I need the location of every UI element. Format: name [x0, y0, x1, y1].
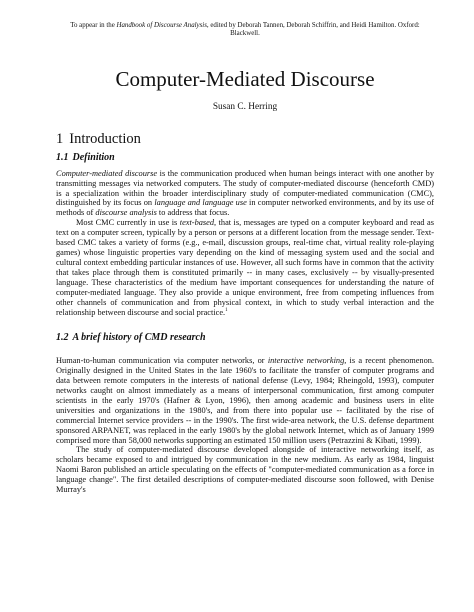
footnote-marker[interactable]: 1: [225, 308, 228, 314]
publication-note-book: Handbook of Discourse Analysis: [116, 22, 207, 29]
term-interactive-networking: interactive networking: [267, 355, 345, 365]
subsection-number: 1.1: [56, 151, 69, 163]
publication-note: [56, 22, 434, 39]
subsection-heading-history: [56, 332, 434, 344]
paragraph-history: [56, 356, 434, 446]
paragraph-text: to address that focus.: [156, 208, 230, 218]
paragraph-text: Most CMC currently in use is: [76, 218, 180, 228]
paragraph-definition: [56, 169, 434, 219]
term-language-use: language and language use: [154, 198, 247, 208]
author-name: Susan C. Herring: [212, 101, 278, 112]
subsection-heading-definition: [56, 152, 434, 164]
subsection-title: Definition: [72, 151, 115, 163]
section-number: 1: [56, 130, 64, 147]
section-heading-introduction: [56, 131, 434, 148]
term-discourse-analysis: discourse analysis: [95, 208, 157, 218]
paragraph-text: , that is, messages are typed on a computer keyboard and read as text on a computer screen, typically by a person or persons at a different location from the message sender. Text-based CMC takes a variety of forms (e.g., e-mail, discussion groups, real-time chat, virtual reality role-playing games) whose linguistic properties vary depending on the kind of messaging system used and the social and cultural context embedding particular instances of use. However, all such forms have in common that the activity that takes place through them is constituted primarily -- in many cases, exclusively -- by visually-presented language. These characteristics of the medium have important consequences for understanding the nature of computer-mediated language. They also provide a unique environment, free from competing influences from other channels of communication and from physical context, in which to study verbal interaction and the relationship between discourse and social practice.: [56, 218, 434, 317]
publication-note-prefix: To appear in the: [70, 22, 117, 29]
paragraph-cmd-study: The study of computer-mediated discourse developed alongside of interactive networking itself, as scholars became exposed to and intrigued by communication in the new medium. As early as 1984, linguist Naomi Baron published an article speculating on the effects of "computer-mediated communication as a force in language change". The first detailed descriptions of computer-mediated discourse soon followed, with Denise Murray's: [56, 445, 434, 495]
document-title: Computer-Mediated Discourse: [115, 66, 375, 91]
paragraph-text: in computer networked environments, and by its use of methods of: [56, 198, 435, 218]
term-text-based: text-based: [179, 218, 215, 228]
paragraph-text: Human-to-human communication via computer networks, or: [56, 355, 268, 365]
subsection-title: A brief history of CMD research: [72, 331, 206, 343]
paragraph-text-based-cmc: [56, 218, 434, 318]
paragraph-text: , is a recent phenomenon. Originally designed in the United States in the late 1960's to facilitate the transfer of computer programs and data between remote computers in the interests of national defense (Levy, 1984; Rheingold, 1993), computer networks caught on almost immediately as a means of interpersonal communication, first among computer scientists in the early 1970's (Hafner & Lyon, 1996), then among academic and business users in elite universities and organizations in the 1980's, and from there into popular use -- facilitated by the rise of commercial Internet service providers -- in the 1990's. The first wide-area network, the U.S. defense department sponsored ARPANET, was replaced in the early 1980's by the global network Internet, which as of January 1999 comprised more than 58,000 networks supporting an estimated 150 million users (Petrazzini & Kibati, 1999).: [56, 355, 435, 445]
paragraph-text: is the communication produced when human beings interact with one another by transmitting messages via networked computers. The study of computer-mediated discourse (henceforth CMD) is a specialization within the broader interdisciplinary study of computer-mediated communication (CMC), distinguished by its focus on: [56, 168, 434, 208]
term-cmd: Computer-mediated discourse: [56, 168, 158, 178]
section-title: Introduction: [69, 130, 141, 147]
publication-note-suffix: , edited by Deborah Tannen, Deborah Schiffrin, and Heidi Hamilton. Oxford: Blackwell.: [206, 22, 420, 38]
subsection-number: 1.2: [56, 331, 69, 343]
